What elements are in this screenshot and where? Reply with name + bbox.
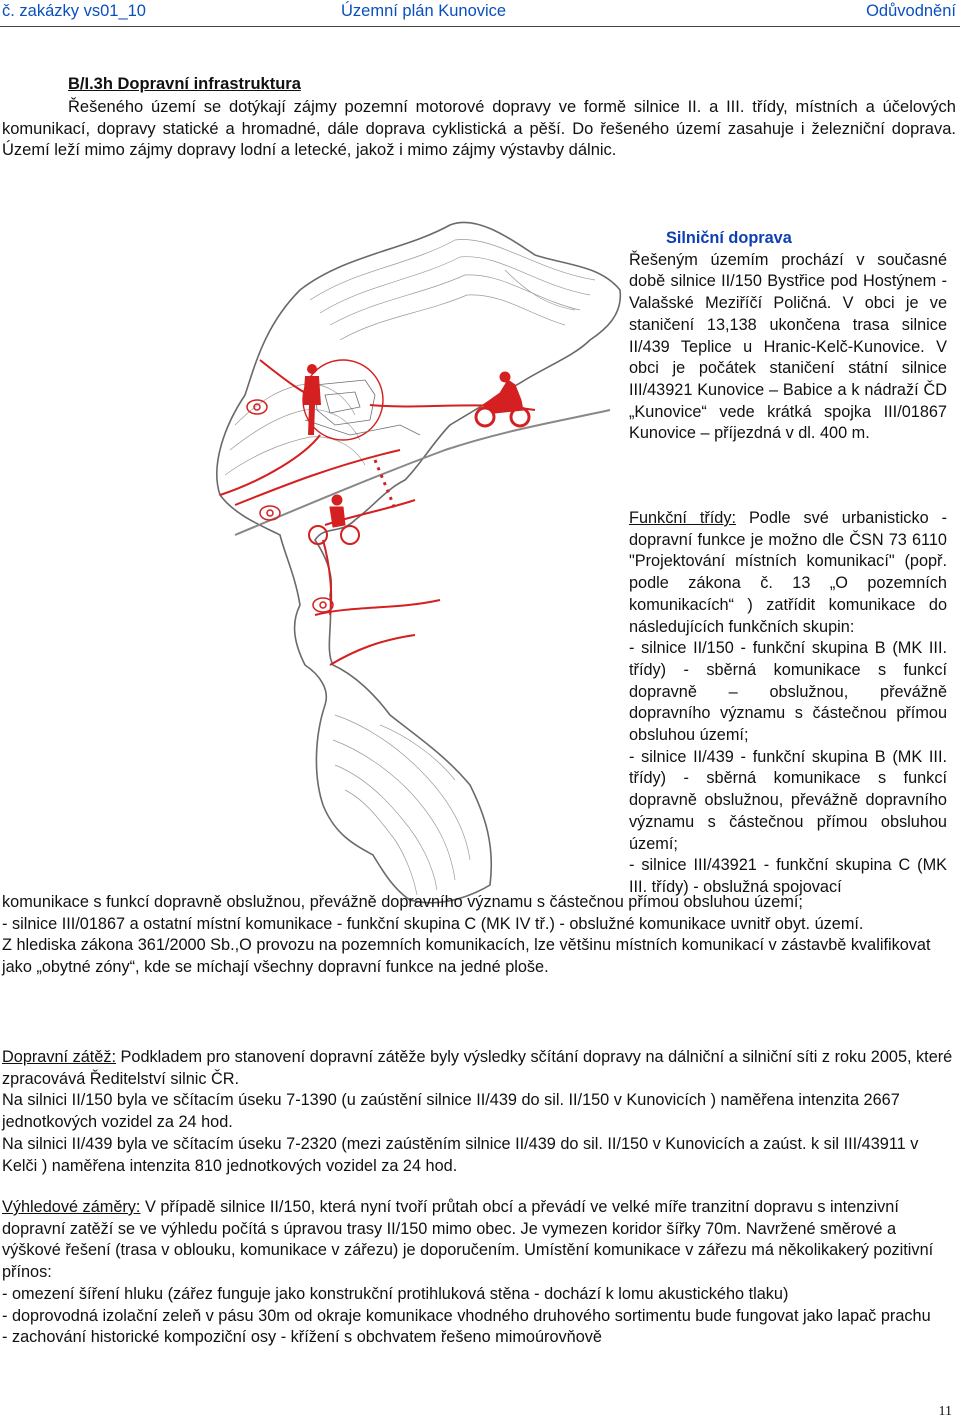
functional-classes-intro [629,508,947,638]
road-transport-column [629,228,947,445]
territory-map [205,195,625,910]
intro-paragraph [2,97,956,162]
class-item-ii439: - silnice II/439 - funkční skupina B (MK III. třídy) - sběrná komunikace s funkcí dopravně obslužnou, převážně dopravního významu s částečnou přímou obsluhou území; [629,747,947,853]
future-plans-section [2,1197,956,1349]
future-plans-bullet-noise: - omezení šíření hluku (zářez funguje jako konstrukční protihluková stěna - dochází k lomu akustického tlaku) [2,1284,789,1303]
map-cycle-route [375,460,395,510]
functional-classes-label: Funkční třídy: [629,509,737,527]
header-document-title: Územní plán Kunovice [341,2,507,20]
cyclist-icon [309,495,359,544]
future-plans-intro [2,1197,956,1284]
traffic-load-intro [2,1047,956,1090]
traffic-load-ii150: Na silnici II/150 byla ve sčítacím úseku 7-1390 (u zaústění silnice II/439 do sil. II/150 v Kunovicích ) naměřena intenzita 2667 jednotkových vozidel za 24 hod. [2,1091,900,1132]
traffic-load-section [2,1047,956,1177]
header-section: Odůvodnění [866,2,956,20]
road-transport-title: Silniční doprava [666,229,792,247]
law-paragraph: Z hlediska zákona 361/2000 Sb.,O provozu na pozemních komunikacích, lze většinu místních komunikací v zástavbě kvalifikovat jako „obytné zóny“, kde se míchají všechny dopravní funkce na jedné ploše. [2,936,931,977]
class-item-ii150: - silnice II/150 - funkční skupina B (MK III. třídy) - sběrná komunikace s funkcí dopravně – obslužnou, převážně dopravního významu s částečnou přímou obsluhou území; [629,639,947,745]
map-railway [235,410,610,535]
class-item-iii43921-start: - silnice III/43921 - funkční skupina C (MK III. třídy) - obslužná spojovací [629,856,947,896]
class-item-iii01867: - silnice III/01867 a ostatní místní komunikace - funkční skupina C (MK IV tř.) - obslužné komunikace uvnitř obyt. území. [2,914,864,933]
intro-text: Řešeného území se dotýkají zájmy pozemní motorové dopravy ve formě silnice II. a III. třídy, místních a účelových komunikací, dopravy statické a hromadné, dále doprava cyklistická a pěší. Do řešeného území zasahuje i železniční doprava. Území leží mimo zájmy dopravy lodní a letecké, jakož i mimo zájmy výstavby dálnic. [2,98,956,160]
traffic-load-text: Podkladem pro stanovení dopravní zátěže byly výsledky sčítání dopravy na dálniční a silniční síti z roku 2005, které zpracovává Ředitelství silnic ČR. [2,1048,953,1088]
header-order-number: č. zakázky vs01_10 [2,2,146,20]
class-item-iii43921-end: komunikace s funkcí dopravně obslužnou, převážně dopravního významu s částečnou přímou obsluhou území; [2,893,803,911]
map-eye-markers [247,400,333,612]
future-plans-text: V případě silnice II/150, která nyní tvoří průtah obcí a převádí ve velké míře tranzitní dopravu s intenzivní dopravní zatěží se ve výhledu počítá s úpravou trasy II/150 mimo obec. Je vymezen koridor šířky 70m. Navržené směrové a výškové řešení (trasa v oblouku, komunikace v zářezu) je doporučením. Umístění komunikace v zářezu má několikakerý pozitivní přínos: [2,1198,934,1282]
map-territory-outline [217,222,621,902]
traffic-load-label: Dopravní zátěž: [2,1048,117,1066]
functional-classes-text: Podle své urbanisticko - dopravní funkce je možno dle ČSN 73 6110 "Projektování místních komunikací" (popř. podle zákona č. 13 „O pozemních komunikacích“ ) zatřídit komunikace do následujících funkčních skupin: [629,509,947,636]
page-number: 11 [938,1404,952,1419]
functional-classes-continued [2,892,956,979]
map-contour-lines [225,240,595,895]
section-title: B/I.3h Dopravní infrastruktura [68,75,301,93]
page-header [0,0,960,27]
motorcycle-icon [476,372,529,426]
road-transport-paragraph: Řešeným územím prochází v současné době silnice II/150 Bystřice pod Hostýnem - Valašské Meziříčí Poličná. V obci je ve staničení 13,138 ukončena trasa silnice II/439 Teplice u Hranic-Kelč-Kunovice. V obci je počátek staničení státní silnice III/43921 Kunovice – Babice a k nádraží ČD „Kunovice“ vede krátká spojka III/01867 Kunovice – příjezdná v dl. 400 m. [629,250,947,443]
future-plans-bullet-greenery: - doprovodná izolační zeleň v pásu 30m od okraje komunikace vhodného druhového sortimentu bude fungovat jako lapač prachu [2,1306,931,1325]
functional-classes-column [629,508,947,899]
future-plans-bullet-axis: - zachování historické kompoziční osy - křížení s obchvatem řešeno mimoúrovňově [2,1328,602,1347]
future-plans-label: Výhledové záměry: [2,1198,141,1216]
traffic-load-ii439: Na silnici II/439 byla ve sčítacím úseku 7-2320 (mezi zaústěním silnice II/439 do sil. II/150 v Kunovicích a zaúst. k sil III/43911 v Kelči ) naměřena intenzita 810 jednotkových vozidel za 24 hod. [2,1134,919,1175]
